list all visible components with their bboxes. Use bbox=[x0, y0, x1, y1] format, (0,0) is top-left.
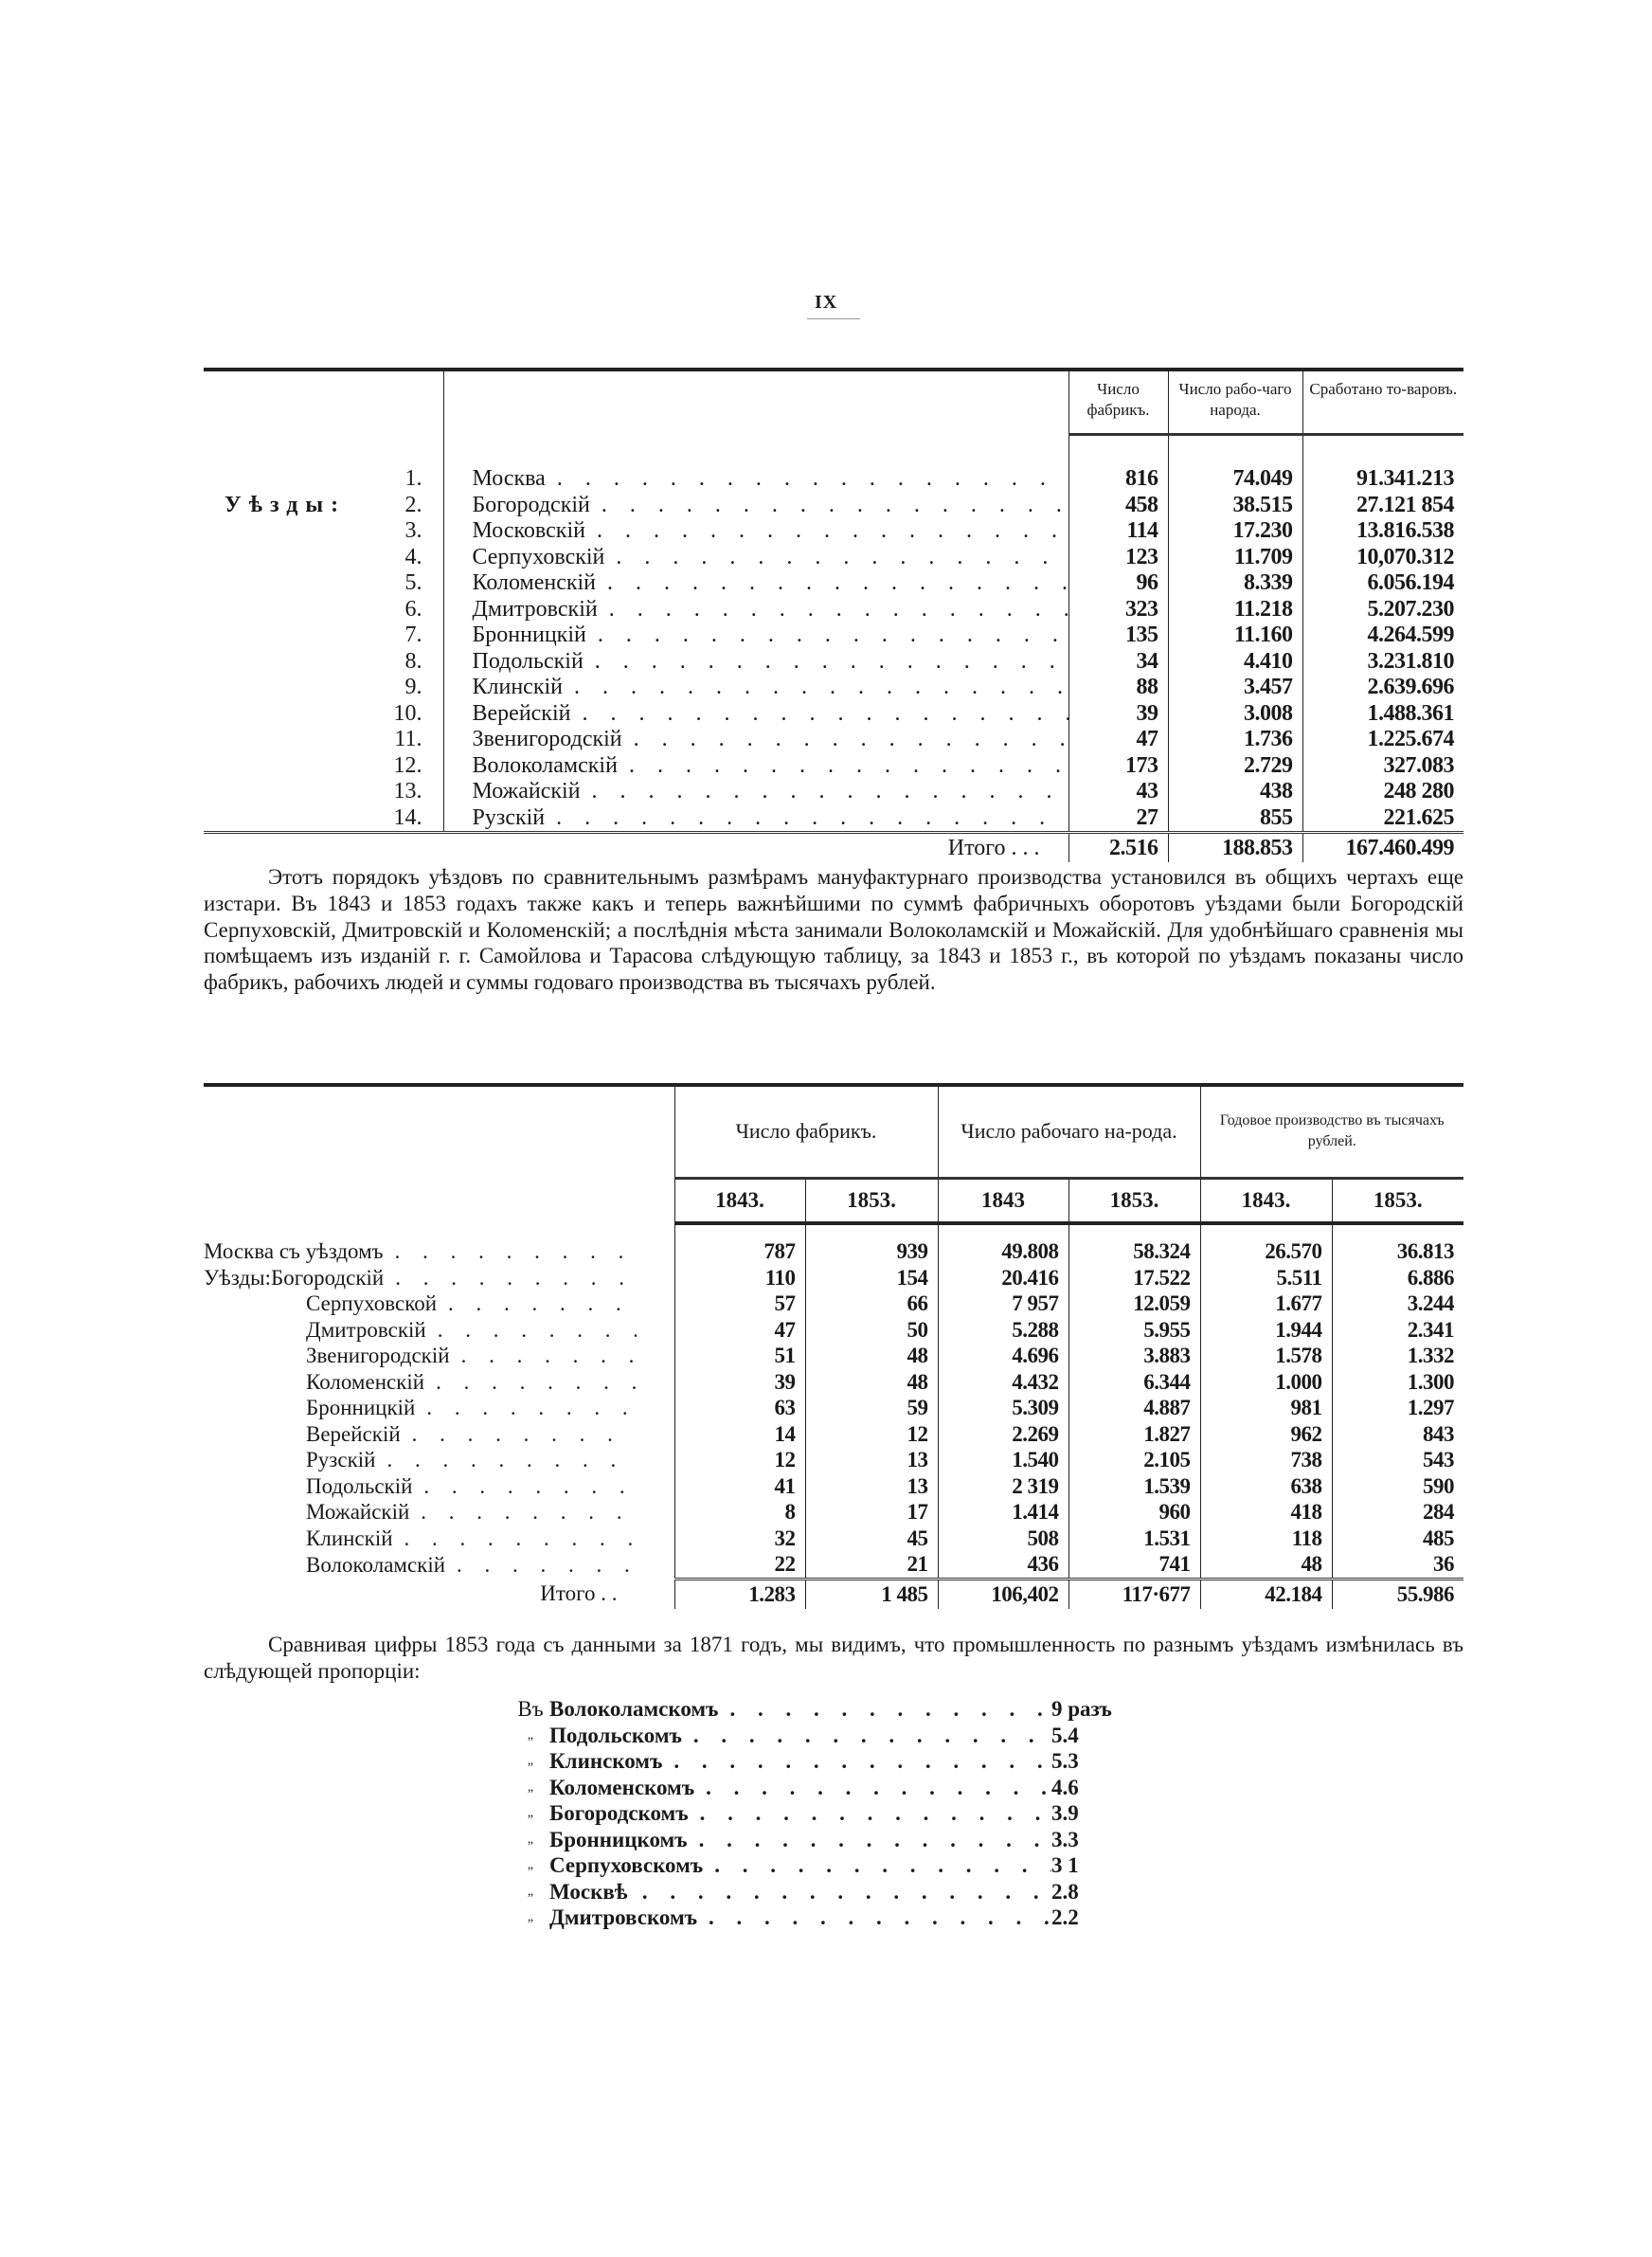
cell-value: 66 bbox=[805, 1291, 938, 1317]
cell-value: 4.432 bbox=[938, 1369, 1068, 1396]
header-workers: Число рабо-чаго народа. bbox=[1168, 370, 1302, 434]
cell-value: 12 bbox=[674, 1447, 805, 1473]
cell-value: 436 bbox=[938, 1551, 1068, 1579]
cell-goods: 221.625 bbox=[1302, 805, 1463, 833]
cell-workers: 11.160 bbox=[1168, 623, 1302, 649]
year-header: 1853. bbox=[1068, 1178, 1200, 1223]
table-row bbox=[204, 675, 1463, 701]
cell-fab: 47 bbox=[1068, 727, 1168, 753]
cell-value: 6.344 bbox=[1068, 1369, 1200, 1396]
total-value: 117·677 bbox=[1068, 1579, 1200, 1609]
group-label: Уѣзды: bbox=[224, 492, 347, 517]
total-row: Итого . . 1.283 1 485 106,402 117·677 42.184 55.986 bbox=[204, 1579, 1463, 1609]
group-workers: Число рабочаго на-рода. bbox=[938, 1085, 1200, 1178]
cell-value: 1.827 bbox=[1068, 1421, 1200, 1448]
total-factories: 2.516 bbox=[1068, 833, 1168, 863]
cell-value: 41 bbox=[674, 1473, 805, 1500]
table-row bbox=[204, 1499, 1463, 1526]
list-item-name: Серпуховскомъ bbox=[549, 1853, 704, 1877]
table-row bbox=[204, 1291, 1463, 1317]
list-item bbox=[512, 1879, 1137, 1905]
row-number: 9. bbox=[404, 675, 422, 699]
district-name: Звенигородскій bbox=[306, 1344, 450, 1367]
year-header: 1843. bbox=[1200, 1178, 1332, 1223]
cell-fab: 96 bbox=[1068, 570, 1168, 597]
district-name: Московскій bbox=[472, 518, 585, 543]
table-row bbox=[204, 779, 1463, 805]
cell-workers: 438 bbox=[1168, 779, 1302, 805]
list-item-name: Подольскомъ bbox=[549, 1723, 682, 1747]
cell-value: 12.059 bbox=[1068, 1291, 1200, 1317]
cell-goods: 3.231.810 bbox=[1302, 649, 1463, 676]
table-row bbox=[204, 805, 1463, 833]
cell-value: 508 bbox=[938, 1526, 1068, 1552]
cell-value: 2.341 bbox=[1332, 1317, 1463, 1344]
cell-goods: 327.083 bbox=[1302, 753, 1463, 780]
cell-value: 590 bbox=[1332, 1473, 1463, 1500]
table-row bbox=[204, 518, 1463, 545]
cell-value: 1.944 bbox=[1200, 1317, 1332, 1344]
factories-table-1843-1853 bbox=[204, 1083, 1463, 1609]
table-row bbox=[204, 1369, 1463, 1396]
cell-value: 22 bbox=[674, 1551, 805, 1579]
cell-fab: 816 bbox=[1068, 466, 1168, 493]
cell-value: 50 bbox=[805, 1317, 938, 1344]
row-number: 13. bbox=[393, 779, 422, 803]
cell-value: 12 bbox=[805, 1421, 938, 1448]
cell-value: 51 bbox=[674, 1343, 805, 1369]
header-factories: Число фабрикъ. bbox=[1068, 370, 1168, 434]
cell-value: 485 bbox=[1332, 1526, 1463, 1552]
table-row bbox=[204, 545, 1463, 571]
table-row bbox=[204, 727, 1463, 753]
cell-workers: 11.709 bbox=[1168, 545, 1302, 571]
cell-goods: 1.225.674 bbox=[1302, 727, 1463, 753]
list-item bbox=[512, 1905, 1137, 1931]
list-item-name: Бронницкомъ bbox=[549, 1827, 688, 1851]
table-row bbox=[204, 649, 1463, 676]
cell-value: 21 bbox=[805, 1551, 938, 1579]
cell-value: 4.696 bbox=[938, 1343, 1068, 1369]
district-name: Звенигородскій bbox=[472, 727, 622, 751]
table-row bbox=[204, 1317, 1463, 1344]
total-value: 106,402 bbox=[938, 1579, 1068, 1609]
cell-value: 960 bbox=[1068, 1499, 1200, 1526]
list-item-unit: разъ bbox=[1068, 1697, 1112, 1721]
list-item-value: 2.8 bbox=[1051, 1879, 1079, 1904]
district-name: Верейскій bbox=[306, 1421, 401, 1446]
table-row bbox=[204, 1343, 1463, 1369]
list-item bbox=[512, 1748, 1137, 1775]
row-number: 5. bbox=[404, 570, 422, 595]
district-name: Подольскій bbox=[472, 648, 584, 674]
district-name: Москва съ уѣздомъ bbox=[204, 1239, 384, 1263]
cell-value: 638 bbox=[1200, 1473, 1332, 1500]
ditto-mark: „ bbox=[527, 1910, 534, 1924]
list-item bbox=[512, 1775, 1137, 1801]
cell-value: 1.578 bbox=[1200, 1343, 1332, 1369]
table-row bbox=[204, 623, 1463, 649]
cell-value: 6.886 bbox=[1332, 1265, 1463, 1291]
cell-value: 1.539 bbox=[1068, 1473, 1200, 1500]
cell-workers: 3.457 bbox=[1168, 675, 1302, 701]
ditto-mark: „ bbox=[527, 1754, 534, 1768]
table-row bbox=[204, 1473, 1463, 1500]
year-header: 1843 bbox=[938, 1178, 1068, 1223]
growth-list bbox=[512, 1696, 1137, 1931]
cell-value: 49.808 bbox=[938, 1238, 1068, 1265]
row-number: 6. bbox=[404, 596, 422, 622]
total-goods: 167.460.499 bbox=[1302, 833, 1463, 863]
district-name: Коломенскій bbox=[472, 570, 597, 595]
cell-workers: 17.230 bbox=[1168, 518, 1302, 545]
district-name: Волоколамскій bbox=[472, 752, 618, 778]
cell-goods: 27.121 854 bbox=[1302, 493, 1463, 519]
cell-value: 5.955 bbox=[1068, 1317, 1200, 1344]
row-number: 14. bbox=[393, 804, 422, 830]
cell-value: 284 bbox=[1332, 1499, 1463, 1526]
cell-value: 8 bbox=[674, 1499, 805, 1526]
cell-fab: 27 bbox=[1068, 805, 1168, 833]
table-row bbox=[204, 1395, 1463, 1421]
district-name: Бронницкій bbox=[306, 1396, 416, 1419]
list-item-value: 5.4 bbox=[1051, 1723, 1079, 1747]
cell-value: 17.522 bbox=[1068, 1265, 1200, 1291]
cell-value: 13 bbox=[805, 1473, 938, 1500]
paragraph-order: Этотъ порядокъ уѣздовъ по сравнительнымъ размѣрамъ мануфактурнаго производства установился въ общихъ чертахъ еще изстари. Въ 1843 и 1853 годахъ также какъ и теперь важнѣйшими по суммѣ фабричныхъ оборотовъ уѣздами были Богородскій Серпуховскій, Дмитровскій и Коломенскій; а послѣднія мѣста занимали Волоколамскій и Можайскій. Для удобнѣйшаго сравненія мы помѣщаемъ изъ изданій г. г. Самойлова и Тарасова слѣдующую таблицу, за 1843 и 1853 г., въ которой по уѣздамъ показаны число фабрикъ, рабочихъ людей и суммы годоваго производства въ тысячахъ рублей. bbox=[204, 865, 1463, 995]
table-row bbox=[204, 466, 1463, 493]
total-value: 1.283 bbox=[674, 1579, 805, 1609]
row-number: 7. bbox=[404, 623, 422, 647]
cell-value: 2 319 bbox=[938, 1473, 1068, 1500]
list-item-value: 3.9 bbox=[1051, 1801, 1079, 1825]
table-row bbox=[204, 597, 1463, 623]
cell-value: 962 bbox=[1200, 1421, 1332, 1448]
year-header: 1843. bbox=[674, 1178, 805, 1223]
list-item-value: 9 bbox=[1051, 1697, 1063, 1721]
cell-value: 1.414 bbox=[938, 1499, 1068, 1526]
cell-value: 48 bbox=[805, 1369, 938, 1396]
list-item-value: 3.3 bbox=[1051, 1827, 1079, 1851]
cell-goods: 10,070.312 bbox=[1302, 545, 1463, 571]
district-name: Рузскій bbox=[472, 804, 546, 830]
cell-value: 110 bbox=[674, 1265, 805, 1291]
list-item-value: 4.6 bbox=[1051, 1775, 1079, 1799]
cell-value: 118 bbox=[1200, 1526, 1332, 1552]
cell-goods: 248 280 bbox=[1302, 779, 1463, 805]
total-label: Итого bbox=[540, 1580, 596, 1605]
list-item-name: Дмитровскомъ bbox=[549, 1905, 698, 1929]
cell-goods: 2.639.696 bbox=[1302, 675, 1463, 701]
table-row bbox=[204, 1265, 1463, 1291]
district-name: Москва bbox=[472, 466, 546, 491]
cell-value: 3.883 bbox=[1068, 1343, 1200, 1369]
cell-workers: 8.339 bbox=[1168, 570, 1302, 597]
cell-fab: 173 bbox=[1068, 753, 1168, 780]
list-item bbox=[512, 1800, 1137, 1827]
cell-value: 47 bbox=[674, 1317, 805, 1344]
cell-value: 939 bbox=[805, 1238, 938, 1265]
cell-workers: 4.410 bbox=[1168, 649, 1302, 676]
cell-value: 39 bbox=[674, 1369, 805, 1396]
cell-value: 17 bbox=[805, 1499, 938, 1526]
cell-value: 1.297 bbox=[1332, 1395, 1463, 1421]
cell-value: 1.540 bbox=[938, 1447, 1068, 1473]
cell-value: 154 bbox=[805, 1265, 938, 1291]
total-value: 55.986 bbox=[1332, 1579, 1463, 1609]
list-item bbox=[512, 1696, 1137, 1723]
district-name: Клинскій bbox=[472, 675, 563, 699]
table-row bbox=[204, 701, 1463, 728]
cell-workers: 855 bbox=[1168, 805, 1302, 833]
district-name: Клинскій bbox=[306, 1526, 393, 1550]
cell-value: 58.324 bbox=[1068, 1238, 1200, 1265]
ditto-mark: „ bbox=[527, 1727, 534, 1742]
cell-value: 48 bbox=[1200, 1551, 1332, 1579]
cell-value: 7 957 bbox=[938, 1291, 1068, 1317]
table-row bbox=[204, 1421, 1463, 1448]
cell-value: 1.000 bbox=[1200, 1369, 1332, 1396]
cell-value: 418 bbox=[1200, 1499, 1332, 1526]
cell-value: 1.531 bbox=[1068, 1526, 1200, 1552]
cell-value: 741 bbox=[1068, 1551, 1200, 1579]
table-row bbox=[204, 1238, 1463, 1265]
cell-workers: 1.736 bbox=[1168, 727, 1302, 753]
row-number: 10. bbox=[393, 700, 422, 726]
cell-value: 26.570 bbox=[1200, 1238, 1332, 1265]
row-number: 12. bbox=[393, 752, 422, 778]
cell-goods: 6.056.194 bbox=[1302, 570, 1463, 597]
cell-value: 45 bbox=[805, 1526, 938, 1552]
ditto-mark: „ bbox=[527, 1806, 534, 1820]
district-name: Богородскій bbox=[271, 1265, 385, 1290]
group-production: Годовое производство въ тысячахъ рублей. bbox=[1200, 1085, 1463, 1178]
cell-fab: 458 bbox=[1068, 493, 1168, 519]
row-number: 1. bbox=[404, 466, 422, 491]
cell-fab: 323 bbox=[1068, 597, 1168, 623]
district-name: Верейскій bbox=[472, 700, 571, 726]
cell-value: 1.332 bbox=[1332, 1343, 1463, 1369]
cell-fab: 88 bbox=[1068, 675, 1168, 701]
list-item-name: Москвѣ bbox=[549, 1879, 628, 1904]
district-name: Коломенскій bbox=[306, 1369, 425, 1394]
cell-value: 5.511 bbox=[1200, 1265, 1332, 1291]
table-row bbox=[204, 1526, 1463, 1552]
cell-goods: 4.264.599 bbox=[1302, 623, 1463, 649]
cell-goods: 13.816.538 bbox=[1302, 518, 1463, 545]
cell-fab: 135 bbox=[1068, 623, 1168, 649]
cell-value: 57 bbox=[674, 1291, 805, 1317]
district-name: Можайскій bbox=[472, 779, 581, 803]
list-prefix: Въ bbox=[517, 1697, 544, 1721]
row-number: 11. bbox=[394, 727, 422, 751]
total-value: 1 485 bbox=[805, 1579, 938, 1609]
page-number-rule bbox=[807, 318, 860, 319]
cell-value: 20.416 bbox=[938, 1265, 1068, 1291]
list-item-value: 5.3 bbox=[1051, 1749, 1079, 1773]
total-row: Итого . . . 2.516 188.853 167.460.499 bbox=[204, 833, 1463, 863]
cell-workers: 3.008 bbox=[1168, 701, 1302, 728]
cell-value: 59 bbox=[805, 1395, 938, 1421]
cell-value: 1.300 bbox=[1332, 1369, 1463, 1396]
district-name: Бронницкій bbox=[472, 623, 586, 647]
district-name: Волоколамскій bbox=[306, 1552, 446, 1577]
cell-value: 2.269 bbox=[938, 1421, 1068, 1448]
cell-value: 543 bbox=[1332, 1447, 1463, 1473]
cell-value: 36 bbox=[1332, 1551, 1463, 1579]
cell-value: 32 bbox=[674, 1526, 805, 1552]
district-name: Серпуховскій bbox=[472, 544, 605, 569]
cell-workers: 74.049 bbox=[1168, 466, 1302, 493]
cell-value: 3.244 bbox=[1332, 1291, 1463, 1317]
year-header: 1853. bbox=[1332, 1178, 1463, 1223]
district-name: Рузскій bbox=[306, 1448, 376, 1472]
row-number: 4. bbox=[404, 544, 422, 569]
cell-goods: 91.341.213 bbox=[1302, 466, 1463, 493]
cell-value: 36.813 bbox=[1332, 1238, 1463, 1265]
list-item-value: 3 1 bbox=[1051, 1853, 1079, 1877]
cell-value: 738 bbox=[1200, 1447, 1332, 1473]
row-number: 8. bbox=[404, 648, 422, 674]
paragraph-comparison: Сравнивая цифры 1853 года съ данными за 1871 годъ, мы видимъ, что промышленность по разнымъ уѣздамъ измѣнилась въ слѣдующей пропорціи: bbox=[204, 1633, 1463, 1683]
table-row bbox=[204, 570, 1463, 597]
district-name: Дмитровскій bbox=[472, 596, 598, 622]
cell-fab: 123 bbox=[1068, 545, 1168, 571]
ditto-mark: „ bbox=[527, 1779, 534, 1795]
table-row bbox=[204, 1447, 1463, 1473]
list-item-name: Богородскомъ bbox=[549, 1801, 689, 1825]
ditto-mark: „ bbox=[527, 1832, 534, 1847]
cell-value: 14 bbox=[674, 1421, 805, 1448]
list-item bbox=[512, 1852, 1137, 1879]
cell-value: 787 bbox=[674, 1238, 805, 1265]
district-name: Дмитровскій bbox=[306, 1317, 426, 1342]
cell-value: 2.105 bbox=[1068, 1447, 1200, 1473]
total-label: Итого bbox=[947, 836, 1006, 860]
cell-value: 1.677 bbox=[1200, 1291, 1332, 1317]
total-value: 42.184 bbox=[1200, 1579, 1332, 1609]
cell-value: 13 bbox=[805, 1447, 938, 1473]
table-row bbox=[204, 753, 1463, 780]
group-factories: Число фабрикъ. bbox=[674, 1085, 938, 1178]
cell-goods: 1.488.361 bbox=[1302, 701, 1463, 728]
cell-fab: 43 bbox=[1068, 779, 1168, 805]
cell-value: 5.288 bbox=[938, 1317, 1068, 1344]
cell-value: 48 bbox=[805, 1343, 938, 1369]
district-name: Можайскій bbox=[306, 1500, 410, 1524]
cell-value: 63 bbox=[674, 1395, 805, 1421]
list-item-value: 2.2 bbox=[1051, 1905, 1079, 1929]
list-item-name: Коломенскомъ bbox=[549, 1775, 695, 1799]
district-name: Богородскій bbox=[472, 492, 590, 517]
cell-fab: 34 bbox=[1068, 649, 1168, 676]
table-row bbox=[204, 493, 1463, 519]
row-number: 2. bbox=[404, 492, 422, 517]
cell-workers: 38.515 bbox=[1168, 493, 1302, 519]
year-header: 1853. bbox=[805, 1178, 938, 1223]
ditto-mark: „ bbox=[527, 1858, 534, 1872]
cell-value: 981 bbox=[1200, 1395, 1332, 1421]
cell-workers: 11.218 bbox=[1168, 597, 1302, 623]
list-item-name: Волоколамскомъ bbox=[549, 1697, 719, 1721]
list-item-name: Клинскомъ bbox=[549, 1749, 663, 1773]
table-row bbox=[204, 1551, 1463, 1579]
list-item bbox=[512, 1723, 1137, 1749]
district-name: Подольскій bbox=[306, 1473, 413, 1498]
cell-value: 843 bbox=[1332, 1421, 1463, 1448]
cell-workers: 2.729 bbox=[1168, 753, 1302, 780]
ditto-mark: „ bbox=[527, 1884, 534, 1899]
list-item bbox=[512, 1827, 1137, 1853]
factories-table-1871 bbox=[204, 368, 1463, 862]
cell-fab: 39 bbox=[1068, 701, 1168, 728]
district-name: Серпуховской bbox=[306, 1291, 438, 1315]
page-number: IX bbox=[815, 292, 838, 313]
cell-value: 5.309 bbox=[938, 1395, 1068, 1421]
cell-fab: 114 bbox=[1068, 518, 1168, 545]
row-number: 3. bbox=[404, 518, 422, 543]
header-goods: Сработано то-варовъ. bbox=[1302, 370, 1463, 434]
total-workers: 188.853 bbox=[1168, 833, 1302, 863]
cell-goods: 5.207.230 bbox=[1302, 597, 1463, 623]
group-label: Уѣзды: bbox=[204, 1265, 271, 1290]
cell-value: 4.887 bbox=[1068, 1395, 1200, 1421]
